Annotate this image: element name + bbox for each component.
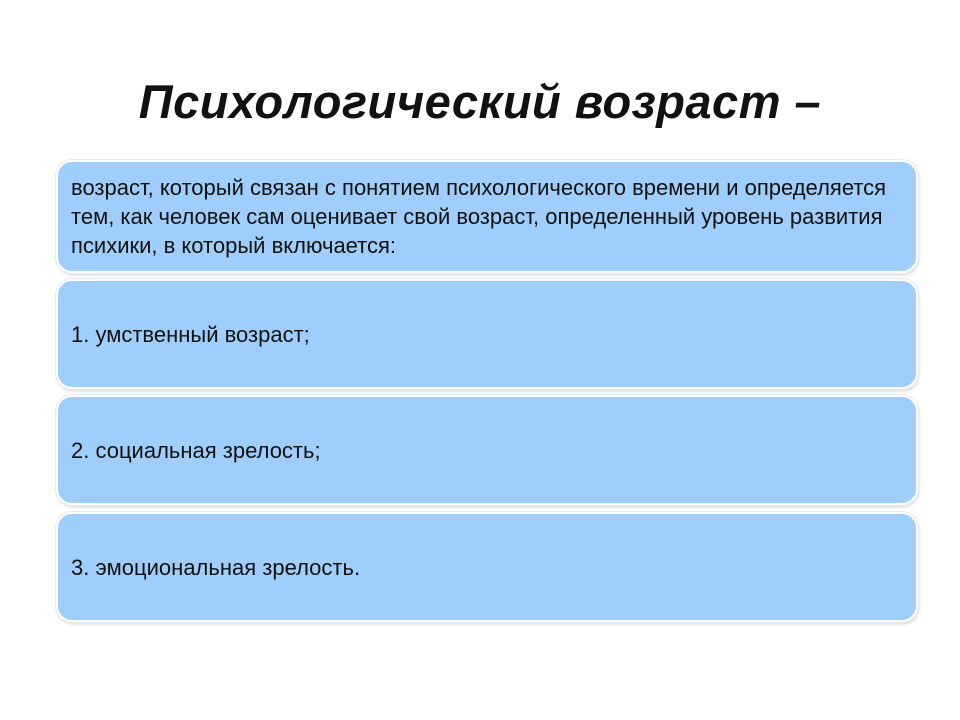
definition-text: возраст, который связан с понятием психологического времени и определяется тем, как человек сам оценивает свой возраст, определенный уровень развития психики, в который включается: <box>71 175 887 258</box>
list-item <box>56 279 918 389</box>
list-item <box>56 512 918 622</box>
slide-title: Психологический возраст – <box>138 75 822 128</box>
list-item-text: 3. эмоциональная зрелость. <box>71 554 361 580</box>
list-item-text: 2. социальная зрелость; <box>71 437 321 463</box>
list-item <box>56 395 918 505</box>
definition-block <box>56 160 918 273</box>
list-item-text: 1. умственный возраст; <box>71 321 310 347</box>
